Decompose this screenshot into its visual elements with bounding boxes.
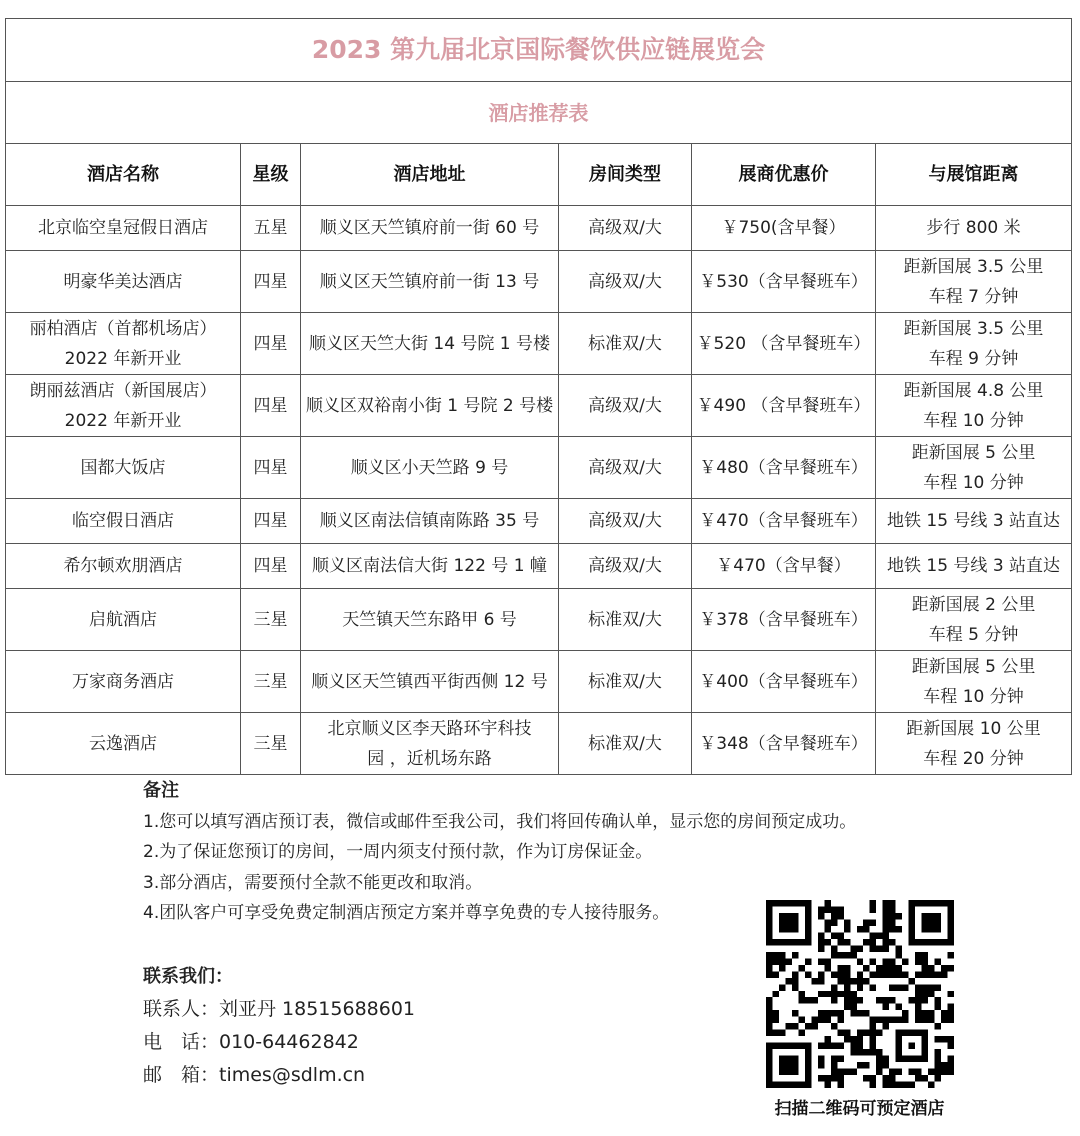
hotel-distance-cell: 地铁 15 号线 3 站直达 [876,499,1072,544]
hotel-price-cell: ￥470（含早餐班车） [692,499,876,544]
hotel-address-cell: 顺义区天竺镇府前一街 60 号 [301,206,559,251]
hotel-room-cell: 标准双/大 [559,589,692,651]
table-row [6,313,1072,375]
hotel-name-cell: 云逸酒店 [6,713,241,775]
hotel-name-cell: 启航酒店 [6,589,241,651]
note-item: 4.团队客户可享受免费定制酒店预定方案并尊享免费的专人接待服务。 [143,903,670,923]
hotel-name-cell: 万家商务酒店 [6,651,241,713]
qr-caption: 扫描二维码可预定酒店 [774,1099,945,1119]
hotel-room-cell: 高级双/大 [559,251,692,313]
note-item: 3.部分酒店，需要预付全款不能更改和取消。 [143,872,483,893]
hotel-room-cell: 高级双/大 [559,206,692,251]
hotel-name-cell: 朗丽兹酒店（新国展店） 2022 年新开业 [6,375,241,437]
hotel-distance-cell: 地铁 15 号线 3 站直达 [876,544,1072,589]
hotel-name-cell: 临空假日酒店 [6,499,241,544]
hotel-stars-cell: 四星 [241,375,301,437]
note-item: 1.您可以填写酒店预订表，微信或邮件至我公司，我们将回传确认单，显示您的房间预定成功。 [143,811,857,832]
hotel-stars-cell: 四星 [241,437,301,499]
contact-person: 联系人：刘亚丹 18515688601 [143,998,416,1020]
hotel-price-cell: ￥400（含早餐班车） [692,651,876,713]
col-header-distance: 与展馆距离 [876,144,1072,206]
table-row [6,251,1072,313]
hotel-price-cell: ￥490 （含早餐班车） [692,375,876,437]
hotel-distance-cell: 距新国展 2 公里 车程 5 分钟 [876,589,1072,651]
page-title: 2023 第九届北京国际餐饮供应链展览会 [6,19,1072,82]
contact-phone: 电 话：010-64462842 [143,1031,359,1053]
notes-section [143,776,856,929]
hotel-stars-cell: 四星 [241,251,301,313]
hotel-stars-cell: 三星 [241,589,301,651]
hotel-address-cell: 天竺镇天竺东路甲 6 号 [301,589,559,651]
qr-code[interactable] [766,900,954,1088]
hotel-address-cell: 顺义区天竺镇西平街西侧 12 号 [301,651,559,713]
hotel-distance-cell: 距新国展 3.5 公里 车程 7 分钟 [876,251,1072,313]
hotel-address-cell: 顺义区南法信大街 122 号 1 幢 [301,544,559,589]
hotel-address-cell: 顺义区南法信镇南陈路 35 号 [301,499,559,544]
hotel-room-cell: 标准双/大 [559,651,692,713]
hotel-address-cell: 北京顺义区李天路环宇科技 园 ，近机场东路 [301,713,559,775]
hotel-price-cell: ￥378（含早餐班车） [692,589,876,651]
hotel-name-cell: 明豪华美达酒店 [6,251,241,313]
hotel-room-cell: 标准双/大 [559,313,692,375]
hotel-room-cell: 高级双/大 [559,544,692,589]
hotel-room-cell: 标准双/大 [559,713,692,775]
hotel-distance-cell: 距新国展 10 公里 车程 20 分钟 [876,713,1072,775]
hotel-price-cell: ￥520 （含早餐班车） [692,313,876,375]
table-subtitle: 酒店推荐表 [6,82,1072,144]
hotel-name-cell: 北京临空皇冠假日酒店 [6,206,241,251]
table-row [6,499,1072,544]
hotel-distance-cell: 距新国展 4.8 公里 车程 10 分钟 [876,375,1072,437]
contact-email[interactable]: 邮 箱：times@sdlm.cn [143,1064,366,1086]
hotel-table [5,18,1072,775]
hotel-address-cell: 顺义区小天竺路 9 号 [301,437,559,499]
hotel-price-cell: ￥348（含早餐班车） [692,713,876,775]
hotel-name-cell: 希尔顿欢朋酒店 [6,544,241,589]
table-row [6,437,1072,499]
table-row [6,375,1072,437]
table-row [6,651,1072,713]
table-header-row [6,144,1072,206]
hotel-name-cell: 丽柏酒店（首都机场店） 2022 年新开业 [6,313,241,375]
hotel-distance-cell: 距新国展 5 公里 车程 10 分钟 [876,651,1072,713]
hotel-room-cell: 高级双/大 [559,437,692,499]
hotel-address-cell: 顺义区双裕南小街 1 号院 2 号楼 [301,375,559,437]
table-row [6,206,1072,251]
col-header-room: 房间类型 [559,144,692,206]
col-header-price: 展商优惠价 [692,144,876,206]
hotel-distance-cell: 步行 800 米 [876,206,1072,251]
contact-section [143,960,415,1092]
hotel-room-cell: 高级双/大 [559,499,692,544]
hotel-distance-cell: 距新国展 5 公里 车程 10 分钟 [876,437,1072,499]
table-row [6,713,1072,775]
hotel-price-cell: ￥750(含早餐） [692,206,876,251]
hotel-price-cell: ￥530（含早餐班车） [692,251,876,313]
hotel-distance-cell: 距新国展 3.5 公里 车程 9 分钟 [876,313,1072,375]
note-item: 2.为了保证您预订的房间，一周内须支付预付款，作为订房保证金。 [143,842,653,862]
hotel-stars-cell: 三星 [241,713,301,775]
hotel-price-cell: ￥470（含早餐） [692,544,876,589]
hotel-stars-cell: 四星 [241,499,301,544]
hotel-stars-cell: 四星 [241,313,301,375]
col-header-name: 酒店名称 [6,144,241,206]
hotel-room-cell: 高级双/大 [559,375,692,437]
hotel-address-cell: 顺义区天竺镇府前一街 13 号 [301,251,559,313]
contact-heading: 联系我们： [143,966,233,987]
table-row [6,544,1072,589]
hotel-name-cell: 国都大饭店 [6,437,241,499]
col-header-stars: 星级 [241,144,301,206]
hotel-stars-cell: 四星 [241,544,301,589]
hotel-price-cell: ￥480（含早餐班车） [692,437,876,499]
hotel-stars-cell: 五星 [241,206,301,251]
col-header-address: 酒店地址 [301,144,559,206]
hotel-address-cell: 顺义区天竺大街 14 号院 1 号楼 [301,313,559,375]
table-row [6,589,1072,651]
notes-heading: 备注 [143,780,179,801]
hotel-stars-cell: 三星 [241,651,301,713]
